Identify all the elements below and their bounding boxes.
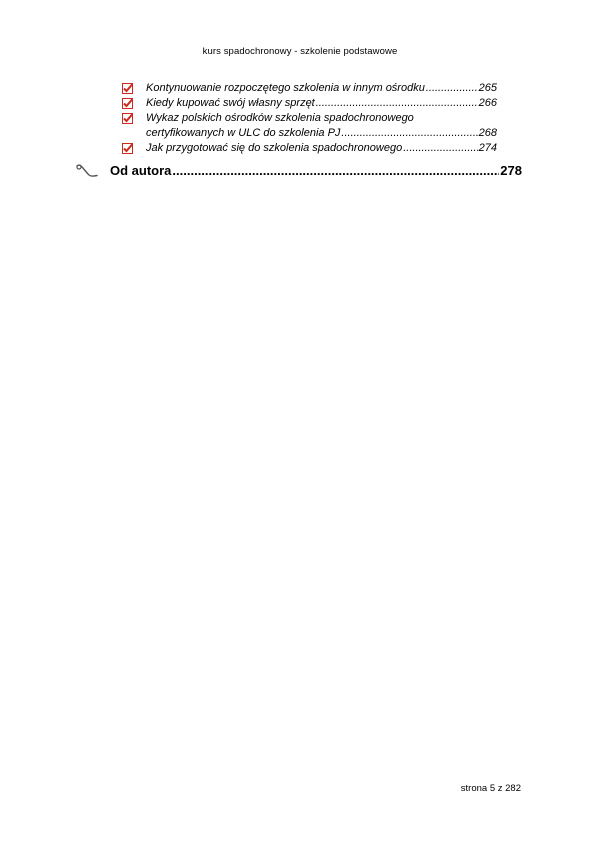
toc-entry[interactable] (146, 81, 497, 96)
toc-entry-page: 268 (478, 127, 497, 139)
page-number: strona 5 z 282 (460, 783, 521, 794)
dot-leader (403, 141, 477, 156)
toc-entry-title-line1: Wykaz polskich ośrodków szkolenia spadochronowego (146, 112, 414, 124)
toc-section[interactable] (110, 163, 522, 179)
toc-entry[interactable] (146, 141, 497, 156)
toc-entry-title: Kiedy kupować swój własny sprzęt (146, 97, 315, 109)
toc-entry-title: Jak przygotować się do szkolenia spadochronowego (146, 142, 403, 154)
toc-section-page: 278 (500, 163, 522, 178)
wrench-icon (76, 164, 98, 178)
page-header: kurs spadochronowy - szkolenie podstawowe (202, 46, 398, 57)
toc-entry[interactable] (146, 96, 497, 111)
dot-leader (172, 163, 499, 179)
checkbox-checked-icon (122, 98, 133, 109)
toc-entry-page: 274 (478, 142, 497, 154)
dot-leader (316, 96, 478, 111)
toc-entry-title-line2: certyfikowanych w ULC do szkolenia PJ (146, 127, 341, 139)
dot-leader (426, 81, 478, 96)
toc-entry-page: 266 (478, 97, 497, 109)
toc-entry-page: 265 (478, 82, 497, 94)
dot-leader (341, 126, 477, 141)
toc-entry[interactable] (146, 111, 497, 141)
checkbox-checked-icon (122, 83, 133, 94)
checkbox-checked-icon (122, 113, 133, 124)
checkbox-checked-icon (122, 143, 133, 154)
toc-entry-title: Kontynuowanie rozpoczętego szkolenia w innym ośrodku (146, 82, 425, 94)
toc-section-title: Od autora (110, 163, 172, 178)
